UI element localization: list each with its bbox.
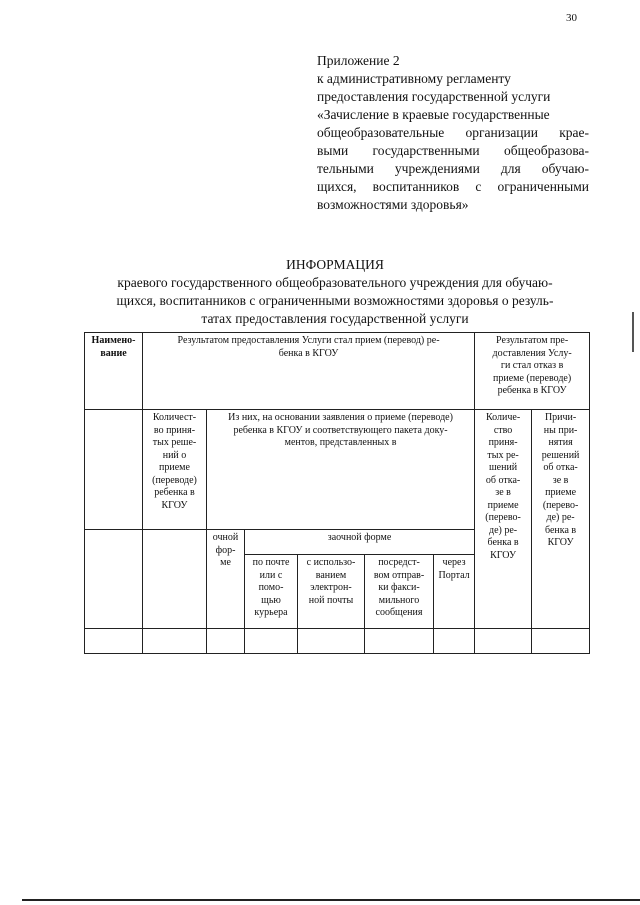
scan-bottom-line: [22, 899, 640, 901]
scan-edge-mark: [632, 312, 634, 352]
table-cell: [207, 629, 245, 654]
header-by-email: с использо- ванием электрон- ной почты: [298, 555, 365, 629]
cell-empty: [143, 530, 207, 629]
table-cell: [298, 629, 365, 654]
heading-line: краевого государственного общеобразовательного учреждения для обучаю-: [117, 275, 553, 290]
header-by-portal: через Портал: [434, 555, 475, 629]
document-heading: [80, 256, 590, 328]
header-refusal-count: Количе- ство приня- тых ре- шений об отка- зе в приеме (перево- де) ре- бенка в КГОУ: [475, 410, 532, 629]
heading-line: татах предоставления государственной услуги: [201, 311, 469, 326]
table-subheader-row: [85, 410, 590, 530]
appendix-line: выми государственными общеобразова-: [317, 143, 589, 158]
header-refusal-reasons: Причи- ны при- нятия решений об отка- зе в приеме (перево- де) ре- бенка в КГОУ: [532, 410, 590, 629]
appendix-line: к административному регламенту: [317, 71, 511, 86]
header-refusal: Результатом пре- доставления Услу- ги стал отказ в приеме (переводе) ребенка в КГОУ: [475, 333, 590, 410]
heading-line: щихся, воспитанников с ограниченными возможностями здоровья о резуль-: [116, 293, 554, 308]
table-cell: [365, 629, 434, 654]
table-cell: [245, 629, 298, 654]
results-table-wrap: [84, 332, 589, 654]
table-cell: [143, 629, 207, 654]
heading-title: ИНФОРМАЦИЯ: [286, 257, 384, 272]
header-by-post: по почте или с помо- щью курьера: [245, 555, 298, 629]
table-cell: [532, 629, 590, 654]
appendix-line: предоставления государственной услуги: [317, 89, 551, 104]
appendix-line: щихся, воспитанников с ограниченными: [317, 179, 589, 194]
header-count-decisions: Количест- во приня- тых реше- ний о приеме (переводе) ребенка в КГОУ: [143, 410, 207, 530]
appendix-line: «Зачисление в краевые государственные: [317, 107, 550, 122]
cell-empty: [85, 410, 143, 530]
table-row: [85, 629, 590, 654]
header-of-them: Из них, на основании заявления о приеме (переводе) ребенка в КГОУ и соответствующего пакета доку- ментов, представленных в: [207, 410, 475, 530]
header-by-fax: посредст- вом отправ- ки факси- мильного сообщения: [365, 555, 434, 629]
header-correspondence: заочной форме: [245, 530, 475, 555]
table-cell: [475, 629, 532, 654]
appendix-line: общеобразовательные организации крае-: [317, 125, 589, 140]
table-header-row: [85, 333, 590, 410]
appendix-block: [317, 52, 589, 214]
results-table: [84, 332, 590, 654]
header-in-person: очной фор- ме: [207, 530, 245, 629]
header-name: [85, 333, 143, 410]
table-cell: [434, 629, 475, 654]
page-number: 30: [566, 12, 577, 24]
header-admission: Результатом предоставления Услуги стал прием (перевод) ре- бенка в КГОУ: [143, 333, 475, 410]
cell-empty: [85, 530, 143, 629]
appendix-line: возможностями здоровья»: [317, 197, 469, 212]
appendix-line: тельными учреждениями для обучаю-: [317, 161, 589, 176]
appendix-line: Приложение 2: [317, 53, 400, 68]
table-cell: [85, 629, 143, 654]
header-name-text: Наимено- вание: [91, 335, 136, 359]
